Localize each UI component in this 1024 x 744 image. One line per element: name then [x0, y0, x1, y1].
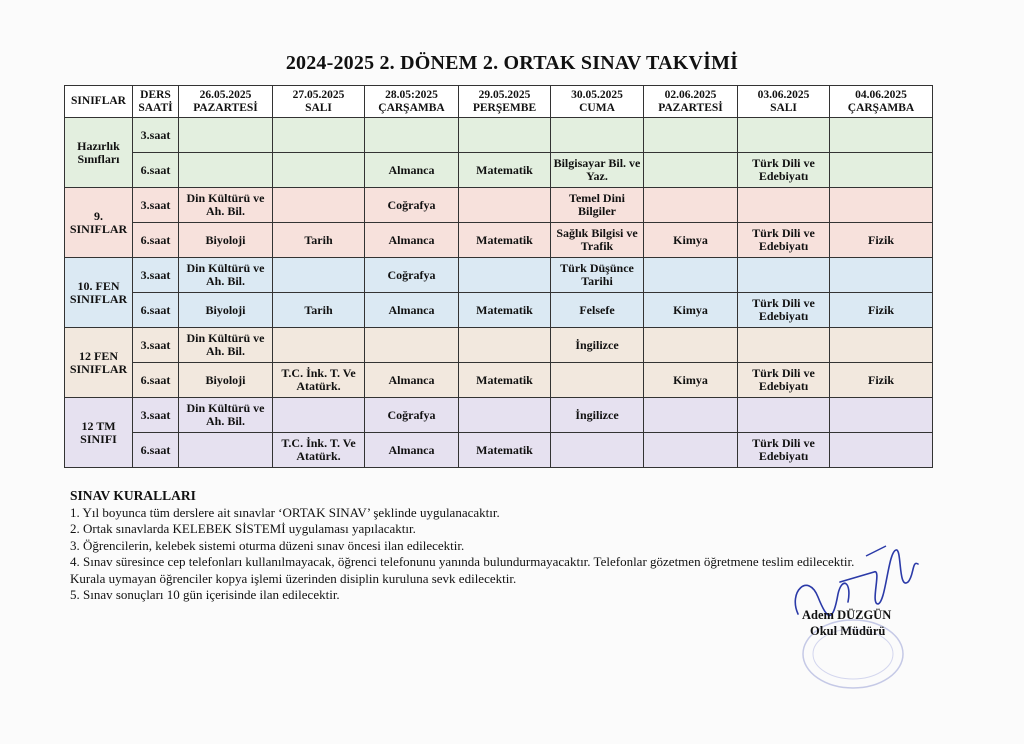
- table-row: [65, 223, 933, 258]
- exam-cell: Matematik: [459, 223, 551, 258]
- exam-cell: Bilgisayar Bil. ve Yaz.: [551, 153, 644, 188]
- exam-cell: [738, 258, 830, 293]
- table-row: [65, 363, 933, 398]
- exam-cell: Fizik: [830, 363, 933, 398]
- lesson-hour-cell: 6.saat: [133, 363, 179, 398]
- lesson-hour-cell: 3.saat: [133, 188, 179, 223]
- lesson-hour-cell: 3.saat: [133, 328, 179, 363]
- page-title: 2024-2025 2. DÖNEM 2. ORTAK SINAV TAKVİMİ: [285, 52, 739, 74]
- signer-name: Adem DÜZGÜN: [802, 608, 892, 622]
- table-row: [65, 153, 933, 188]
- exam-cell: T.C. İnk. T. Ve Atatürk.: [273, 363, 365, 398]
- exam-cell: Tarih: [273, 293, 365, 328]
- rule-item: 4. Sınav süresince cep telefonları kullanılmayacak, öğrenci telefonunu yanında bulundurmayacaktır. Telefonlar gözetmen öğretmene teslim edilecektir.: [70, 554, 855, 569]
- lesson-hour-cell: 6.saat: [133, 153, 179, 188]
- exam-cell: [644, 433, 738, 468]
- class-group-cell: Hazırlık Sınıfları: [65, 118, 133, 188]
- exam-cell: [459, 258, 551, 293]
- class-group-cell: 10. FEN SINIFLAR: [65, 258, 133, 328]
- exam-cell: Fizik: [830, 223, 933, 258]
- exam-cell: Türk Dili ve Edebiyatı: [738, 293, 830, 328]
- header-cell: 27.05.2025 SALI: [273, 86, 365, 118]
- exam-cell: [830, 398, 933, 433]
- exam-cell: [551, 363, 644, 398]
- table-row: [65, 328, 933, 363]
- header-cell: SINIFLAR: [65, 86, 133, 118]
- exam-cell: Matematik: [459, 433, 551, 468]
- header-cell: 30.05.2025 CUMA: [551, 86, 644, 118]
- exam-cell: Coğrafya: [365, 398, 459, 433]
- exam-cell: Din Kültürü ve Ah. Bil.: [179, 258, 273, 293]
- signature-block: [780, 604, 920, 694]
- exam-cell: [365, 328, 459, 363]
- exam-cell: Matematik: [459, 293, 551, 328]
- class-group-cell: 12 TM SINIFI: [65, 398, 133, 468]
- exam-cell: Kimya: [644, 363, 738, 398]
- rules-heading: SINAV KURALLARI: [70, 488, 196, 503]
- exam-cell: Sağlık Bilgisi ve Trafik: [551, 223, 644, 258]
- header-cell: 03.06.2025 SALI: [738, 86, 830, 118]
- rule-item: 1. Yıl boyunca tüm derslere ait sınavlar ‘ORTAK SINAV’ şeklinde uygulanacaktır.: [70, 504, 500, 520]
- header-cell: 04.06.2025 ÇARŞAMBA: [830, 86, 933, 118]
- exam-cell: [644, 328, 738, 363]
- class-group-cell: 12 FEN SINIFLAR: [65, 328, 133, 398]
- exam-cell: [459, 118, 551, 153]
- exam-cell: Türk Dili ve Edebiyatı: [738, 153, 830, 188]
- rule-item: 2. Ortak sınavlarda KELEBEK SİSTEMİ uygulaması yapılacaktır.: [70, 521, 416, 536]
- exam-cell: [273, 188, 365, 223]
- exam-cell: [179, 153, 273, 188]
- exam-cell: [830, 328, 933, 363]
- exam-cell: T.C. İnk. T. Ve Atatürk.: [273, 433, 365, 468]
- exam-cell: [830, 153, 933, 188]
- exam-cell: [459, 188, 551, 223]
- exam-cell: Tarih: [273, 223, 365, 258]
- exam-cell: Almanca: [365, 433, 459, 468]
- exam-cell: Almanca: [365, 153, 459, 188]
- exam-cell: Matematik: [459, 153, 551, 188]
- header-cell: DERS SAATİ: [133, 86, 179, 118]
- exam-schedule-table: [64, 85, 933, 468]
- exam-cell: [179, 118, 273, 153]
- table-row: [65, 433, 933, 468]
- exam-cell: [459, 398, 551, 433]
- exam-cell: Fizik: [830, 293, 933, 328]
- exam-cell: Temel Dini Bilgiler: [551, 188, 644, 223]
- exam-cell: Türk Dili ve Edebiyatı: [738, 433, 830, 468]
- table-row: [65, 188, 933, 223]
- exam-cell: [273, 398, 365, 433]
- exam-cell: [273, 258, 365, 293]
- exam-cell: [551, 118, 644, 153]
- rule-item: 3. Öğrencilerin, kelebek sistemi oturma düzeni sınav öncesi ilan edilecektir.: [70, 537, 465, 553]
- exam-cell: [830, 258, 933, 293]
- exam-cell: [830, 118, 933, 153]
- exam-cell: Din Kültürü ve Ah. Bil.: [179, 188, 273, 223]
- exam-cell: [644, 118, 738, 153]
- exam-cell: Türk Düşünce Tarihi: [551, 258, 644, 293]
- table-row: [65, 398, 933, 433]
- exam-cell: [273, 328, 365, 363]
- table-row: [65, 293, 933, 328]
- header-cell: 26.05.2025 PAZARTESİ: [179, 86, 273, 118]
- exam-cell: [738, 398, 830, 433]
- exam-cell: Biyoloji: [179, 363, 273, 398]
- exam-cell: [179, 433, 273, 468]
- exam-cell: [644, 188, 738, 223]
- lesson-hour-cell: 3.saat: [133, 118, 179, 153]
- lesson-hour-cell: 6.saat: [133, 293, 179, 328]
- header-cell: 02.06.2025 PAZARTESİ: [644, 86, 738, 118]
- exam-cell: Matematik: [459, 363, 551, 398]
- rule-item: Kurala uymayan öğrenciler kopya işlemi üzerinden disiplin kuruluna sevk edilecektir.: [70, 570, 517, 586]
- table-row: [65, 118, 933, 153]
- lesson-hour-cell: 3.saat: [133, 258, 179, 293]
- exam-cell: [459, 328, 551, 363]
- exam-cell: Biyoloji: [179, 223, 273, 258]
- exam-cell: Almanca: [365, 363, 459, 398]
- exam-cell: [644, 398, 738, 433]
- exam-cell: [830, 188, 933, 223]
- exam-cell: [738, 188, 830, 223]
- exam-cell: [738, 328, 830, 363]
- rule-item: 5. Sınav sonuçları 10 gün içerisinde ilan edilecektir.: [70, 587, 340, 602]
- exam-cell: [365, 118, 459, 153]
- header-cell: 29.05.2025 PERŞEMBE: [459, 86, 551, 118]
- header-cell: 28.05:2025 ÇARŞAMBA: [365, 86, 459, 118]
- exam-cell: Biyoloji: [179, 293, 273, 328]
- exam-cell: Felsefe: [551, 293, 644, 328]
- header-row: [65, 86, 933, 118]
- exam-cell: İngilizce: [551, 398, 644, 433]
- exam-cell: Coğrafya: [365, 258, 459, 293]
- table-row: [65, 258, 933, 293]
- exam-cell: [738, 118, 830, 153]
- signer-title: Okul Müdürü: [810, 624, 886, 638]
- exam-cell: Türk Dili ve Edebiyatı: [738, 363, 830, 398]
- exam-cell: [644, 258, 738, 293]
- exam-cell: Almanca: [365, 293, 459, 328]
- lesson-hour-cell: 6.saat: [133, 433, 179, 468]
- exam-cell: [644, 153, 738, 188]
- lesson-hour-cell: 6.saat: [133, 223, 179, 258]
- exam-cell: Türk Dili ve Edebiyatı: [738, 223, 830, 258]
- class-group-cell: 9. SINIFLAR: [65, 188, 133, 258]
- exam-cell: [830, 433, 933, 468]
- exam-cell: [273, 118, 365, 153]
- exam-cell: Din Kültürü ve Ah. Bil.: [179, 328, 273, 363]
- exam-cell: Din Kültürü ve Ah. Bil.: [179, 398, 273, 433]
- lesson-hour-cell: 3.saat: [133, 398, 179, 433]
- exam-cell: [273, 153, 365, 188]
- exam-cell: [551, 433, 644, 468]
- exam-cell: İngilizce: [551, 328, 644, 363]
- exam-cell: Kimya: [644, 293, 738, 328]
- exam-cell: Coğrafya: [365, 188, 459, 223]
- exam-cell: Kimya: [644, 223, 738, 258]
- exam-cell: Almanca: [365, 223, 459, 258]
